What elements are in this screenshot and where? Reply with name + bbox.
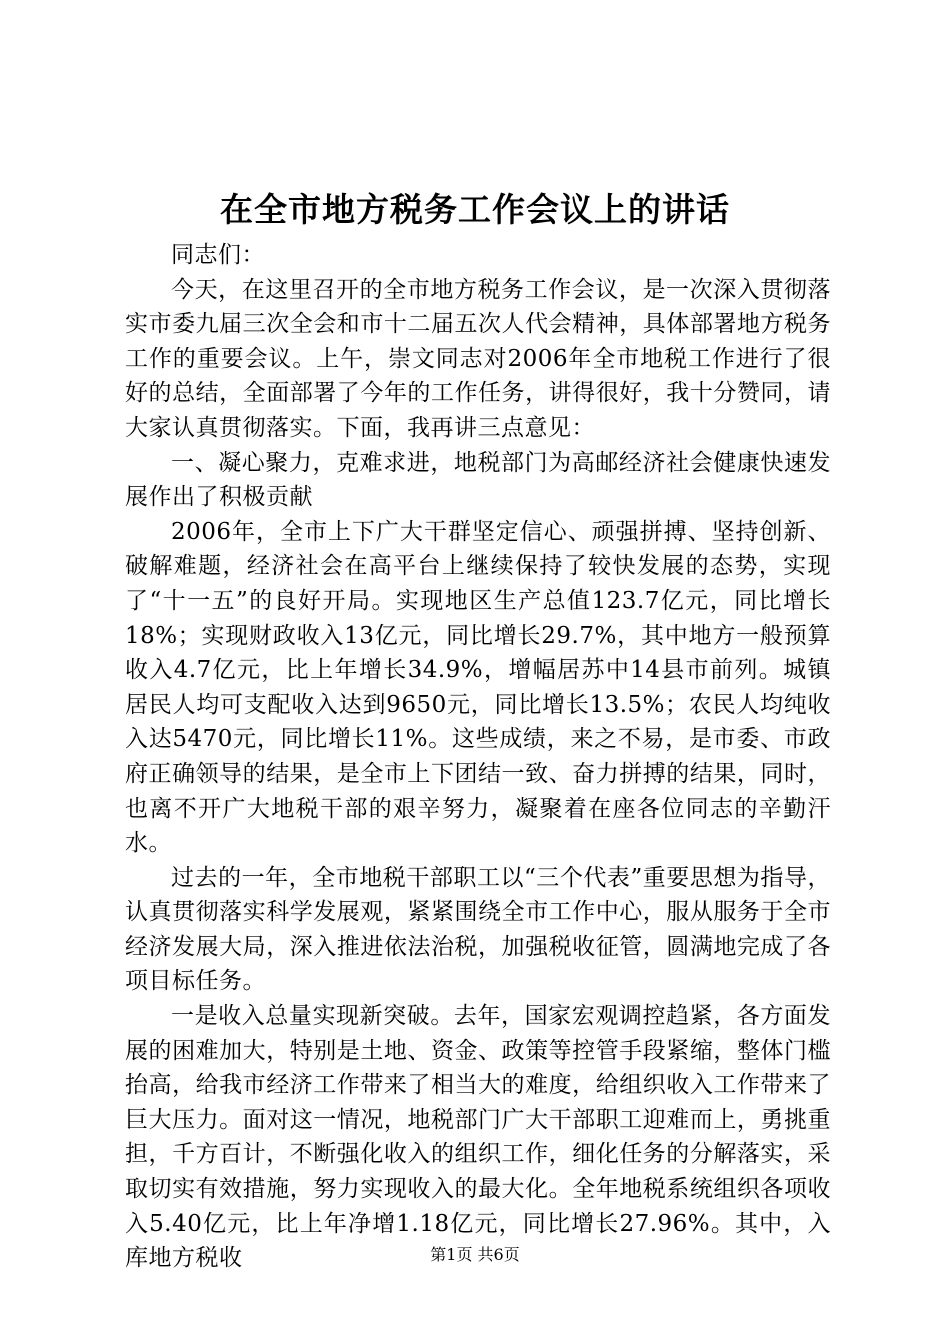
body-paragraph: 过去的一年，全市地税干部职工以“三个代表”重要思想为指导，认真贯彻落实科学发展观，紧紧围绕全市工作中心，服从服务于全市经济发展大局，深入推进依法治税，加强税收征管，圆满地完成了各项目标任务。 [125, 864, 831, 995]
body-paragraph: 今天，在这里召开的全市地方税务工作会议，是一次深入贯彻落实市委九届三次全会和市十二届五次人代会精神，具体部署地方税务工作的重要会议。上午，崇文同志对2006年全市地税工作进行了很好的总结，全面部署了今年的工作任务，讲得很好，我十分赞同，请大家认真贯彻落实。下面，我再讲三点意见： [125, 276, 831, 441]
salutation-paragraph: 同志们： [171, 242, 265, 268]
document-title: 在全市地方税务工作会议上的讲话 [220, 190, 730, 229]
section-heading-paragraph: 一、凝心聚力，克难求进，地税部门为高邮经济社会健康快速发展作出了积极贡献 [125, 449, 831, 511]
document-body [125, 238, 831, 1276]
body-paragraph: 2006年，全市上下广大干群坚定信心、顽强拼搏、坚持创新、破解难题，经济社会在高平台上继续保持了较快发展的态势，实现了“十一五”的良好开局。实现地区生产总值123.7亿元，同比增长18%；实现财政收入13亿元，同比增长29.7%，其中地方一般预算收入4.7亿元，比上年增长34.9%，增幅居苏中14县市前列。城镇居民人均可支配收入达到9650元，同比增长13.5%；农民人均纯收入达5470元，同比增长11%。这些成绩，来之不易，是市委、市政府正确领导的结果，是全市上下团结一致、奋力拼搏的结果，同时，也离不开广大地税干部的艰辛努力，凝聚着在座各位同志的辛勤汗水。 [125, 518, 831, 857]
body-paragraph: 一是收入总量实现新突破。去年，国家宏观调控趋紧，各方面发展的困难加大，特别是土地、资金、政策等控管手段紧缩，整体门槛抬高，给我市经济工作带来了相当大的难度，给组织收入工作带来了巨大压力。面对这一情况，地税部门广大干部职工迎难而上，勇挑重担，千方百计，不断强化收入的组织工作，细化任务的分解落实，采取切实有效措施，努力实现收入的最大化。全年地税系统组织各项收入5.40亿元，比上年净增1.18亿元，同比增长27.96%。其中，入库地方税收 [125, 1003, 831, 1272]
page-number-footer: 第1页 共6页 [430, 1245, 520, 1264]
